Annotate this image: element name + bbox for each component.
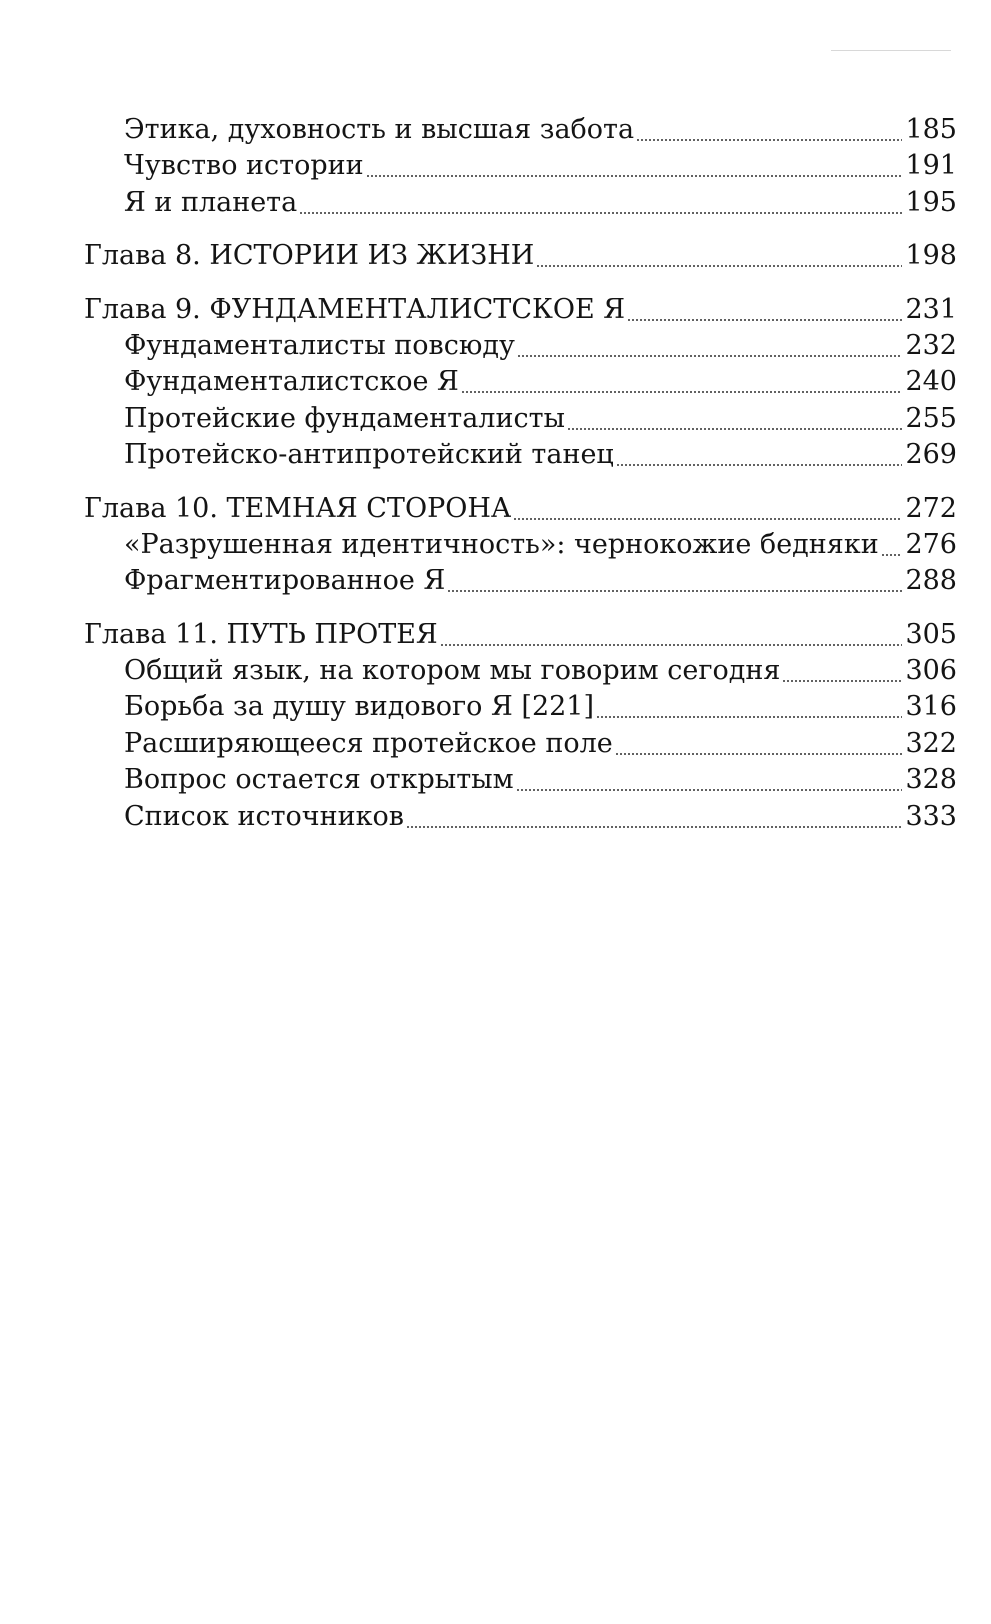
dot-leader [616, 437, 903, 473]
toc-subsection-entry [84, 437, 957, 473]
toc-page-number: 333 [905, 800, 957, 832]
toc-page-number: 305 [905, 618, 957, 650]
toc-entry-title: Этика, духовность и высшая забота [124, 114, 635, 145]
dot-leader [627, 292, 902, 328]
toc-entry-title: Общий язык, на котором мы говорим сегодня [124, 655, 781, 687]
dot-leader [596, 689, 902, 725]
toc-page-number: 276 [905, 528, 957, 560]
toc-entry-title: Расширяющееся протейское поле [124, 727, 613, 759]
toc-entry-title: Протейские фундаменталисты [124, 402, 565, 434]
toc-entry-title: Глава 11. ПУТЬ ПРОТЕЯ [84, 618, 438, 650]
dot-leader [461, 364, 903, 400]
toc-section [84, 292, 957, 474]
toc-entry-title: «Разрушенная идентичность»: чернокожие бедняки [124, 528, 879, 560]
dot-leader [615, 726, 903, 762]
toc-page-number: 272 [905, 492, 957, 524]
toc-entry-title: Глава 8. ИСТОРИИ ИЗ ЖИЗНИ [84, 240, 535, 272]
toc-page-number: 231 [905, 293, 957, 325]
toc-entry-title: Я и планета [124, 186, 298, 218]
toc-page-number: 322 [905, 727, 957, 759]
toc-subsection-entry [84, 762, 957, 798]
toc-page-number: 269 [905, 439, 957, 471]
toc-subsection-entry [84, 328, 957, 364]
toc-chapter-entry [84, 238, 957, 274]
toc-page-number: 232 [905, 329, 957, 361]
dot-leader [406, 799, 902, 835]
toc-entry-title: Вопрос остается открытым [124, 764, 514, 796]
toc-page-number: 255 [905, 402, 957, 434]
toc-entry-title: Глава 10. ТЕМНАЯ СТОРОНА [84, 492, 512, 524]
toc-entry-title: Протейско-антипротейский танец [124, 439, 614, 471]
toc-subsection-entry [84, 799, 957, 835]
toc-chapter-entry [84, 617, 957, 653]
dot-leader [366, 148, 903, 184]
dot-leader [299, 185, 902, 221]
toc-section [84, 491, 957, 600]
toc-entry-title: Фундаменталистское Я [124, 366, 459, 398]
toc-subsection-entry [84, 112, 957, 148]
toc-subsection-entry [84, 653, 957, 689]
toc-subsection-entry [84, 401, 957, 437]
toc-page-number: 195 [905, 186, 957, 218]
page-edge-line [831, 50, 951, 51]
dot-leader [440, 617, 903, 653]
dot-leader [536, 238, 902, 274]
table-of-contents [84, 112, 957, 852]
toc-page-number: 288 [905, 565, 957, 597]
toc-entry-title: Глава 9. ФУНДАМЕНТАЛИСТСКОЕ Я [84, 293, 626, 325]
toc-entry-title: Список источников [124, 800, 404, 832]
dot-leader [567, 401, 902, 437]
dot-leader [881, 527, 903, 563]
dot-leader [782, 653, 902, 689]
toc-subsection-entry [84, 364, 957, 400]
toc-page-number: 240 [905, 366, 957, 398]
toc-section [84, 617, 957, 835]
toc-entry-title: Борьба за душу видового Я [221] [124, 691, 595, 723]
toc-chapter-entry [84, 491, 957, 527]
toc-subsection-entry [84, 185, 957, 221]
dot-leader [517, 328, 903, 364]
toc-page-number: 191 [905, 150, 957, 182]
toc-subsection-entry [84, 563, 957, 599]
toc-chapter-entry [84, 292, 957, 328]
toc-section [84, 112, 957, 221]
dot-leader [513, 491, 902, 527]
toc-entry-title: Чувство истории [124, 150, 364, 182]
toc-subsection-entry [84, 148, 957, 184]
toc-entry-title: Фрагментированное Я [124, 565, 446, 597]
toc-page-number: 306 [905, 655, 957, 687]
toc-subsection-entry [84, 726, 957, 762]
dot-leader [516, 762, 903, 798]
toc-page-number: 328 [905, 764, 957, 796]
toc-subsection-entry [84, 689, 957, 725]
toc-page-number: 198 [905, 240, 957, 272]
dot-leader [636, 112, 902, 148]
dot-leader [447, 563, 902, 599]
toc-section [84, 238, 957, 274]
toc-subsection-entry [84, 527, 957, 563]
toc-entry-title: Фундаменталисты повсюду [124, 329, 515, 361]
toc-page-number: 185 [905, 114, 957, 145]
toc-page-number: 316 [905, 691, 957, 723]
